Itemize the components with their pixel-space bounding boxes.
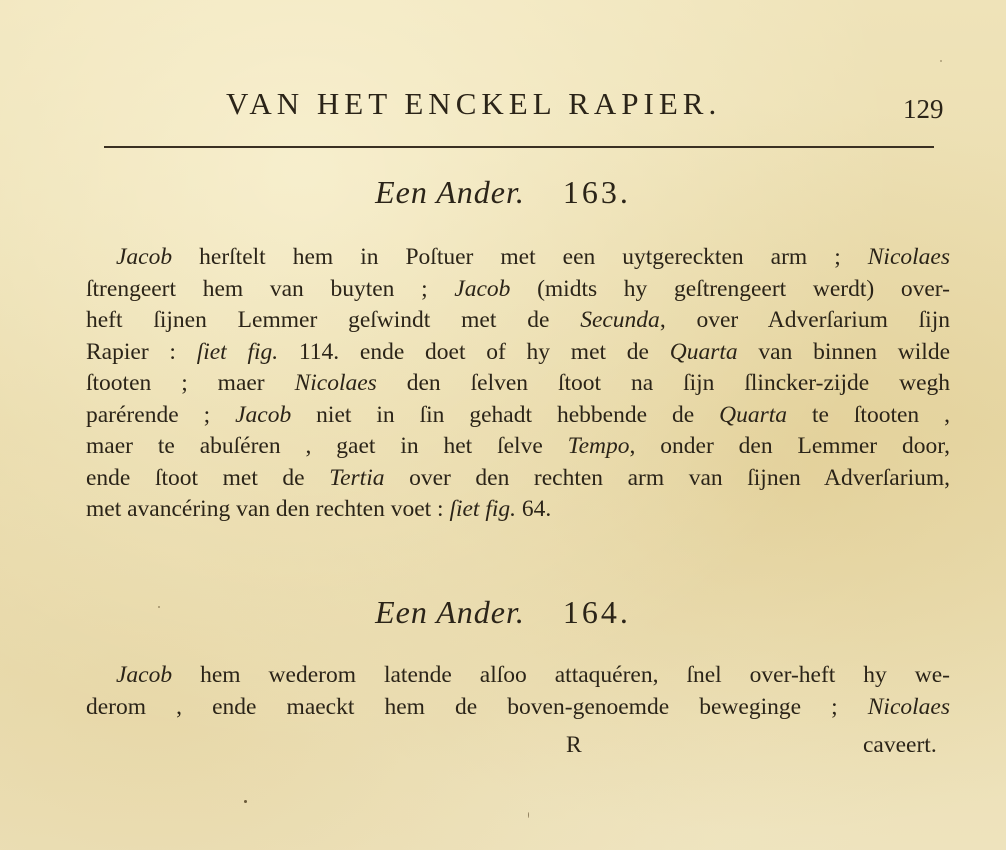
italic-term: Jacob — [116, 244, 173, 270]
text-run: hem wederom latende alſoo attaquéren, ſnel over-heft hy we- — [172, 662, 950, 688]
paper-speck — [940, 60, 942, 62]
text-line — [86, 692, 950, 724]
running-title: VAN HET ENCKEL RAPIER. — [226, 86, 722, 121]
header-rule — [104, 146, 934, 148]
italic-term: Nicolaes — [867, 693, 950, 720]
italic-term: Jacob — [116, 662, 173, 688]
text-run: parérende ; — [86, 401, 236, 428]
paper-speck — [244, 800, 247, 803]
italic-term: Secunda — [580, 307, 660, 333]
section-number: 164. — [562, 594, 631, 630]
text-run: over den rechten arm van ſijnen Adverſarium, — [384, 464, 950, 491]
text-run: 114. ende doet of hy met de — [278, 338, 670, 365]
text-run: van binnen wilde — [737, 338, 950, 365]
italic-term: ſiet fig. — [449, 496, 517, 522]
text-run: herſtelt hem in Poſtuer met een uytgereckten arm ; — [172, 244, 868, 270]
italic-term: Nicolaes — [867, 244, 950, 270]
italic-term: Jacob — [454, 275, 511, 302]
section-title: Een Ander. — [375, 174, 525, 210]
paragraph-163 — [86, 242, 950, 526]
text-line — [86, 463, 950, 495]
text-run: ſtooten ; maer — [86, 370, 295, 396]
text-run: heft ſijnen Lemmer geſwindt met de — [86, 307, 581, 333]
text-run: (midts hy geſtrengeert werdt) over- — [510, 275, 950, 302]
text-run: met avancéring van den rechten voet : — [86, 496, 450, 522]
italic-term: Tertia — [329, 464, 385, 491]
text-run: maer te abuſéren , gaet in het ſelve — [86, 433, 568, 459]
section-title: Een Ander. — [375, 594, 525, 630]
text-run: derom , ende maeckt hem de boven-genoemde beweginge ; — [86, 693, 868, 720]
paragraph-164 — [86, 660, 950, 723]
paper-speck — [158, 606, 160, 608]
italic-term: ſiet fig. — [196, 338, 279, 365]
text-run: den ſelven ſtoot na ſijn ſlincker-zijde wegh — [376, 370, 950, 396]
italic-term: Quarta — [719, 401, 788, 428]
text-line — [86, 400, 950, 432]
catchword: caveert. — [863, 732, 937, 758]
italic-term: Nicolaes — [294, 370, 377, 396]
text-run: ſtrengeert hem van buyten ; — [86, 275, 455, 302]
text-run: te ſtooten , — [787, 401, 950, 428]
page-number: 129 — [903, 94, 944, 124]
italic-term: Quarta — [669, 338, 738, 365]
text-run: , onder den Lemmer door, — [629, 433, 951, 459]
text-run: 64. — [516, 496, 552, 522]
text-line — [86, 660, 950, 692]
italic-term: Tempo — [567, 433, 630, 459]
text-run: ende ſtoot met de — [86, 464, 330, 491]
running-head — [0, 78, 1006, 128]
text-run: niet in ſin gehadt hebbende de — [291, 401, 720, 428]
section-number: 163. — [562, 174, 631, 210]
text-line — [86, 305, 950, 337]
text-line — [86, 368, 950, 400]
text-run: Rapier : — [86, 338, 197, 365]
text-line — [86, 431, 950, 463]
paper-speck — [528, 812, 529, 818]
signature-mark: R — [566, 732, 582, 758]
text-run: , over Adverſarium ſijn — [659, 307, 950, 333]
section-heading-163 — [0, 174, 1006, 211]
section-heading-164 — [0, 594, 1006, 631]
italic-term: Jacob — [235, 401, 292, 428]
text-line — [86, 274, 950, 306]
text-line — [86, 337, 950, 369]
text-line — [86, 242, 950, 274]
text-line — [86, 494, 950, 526]
